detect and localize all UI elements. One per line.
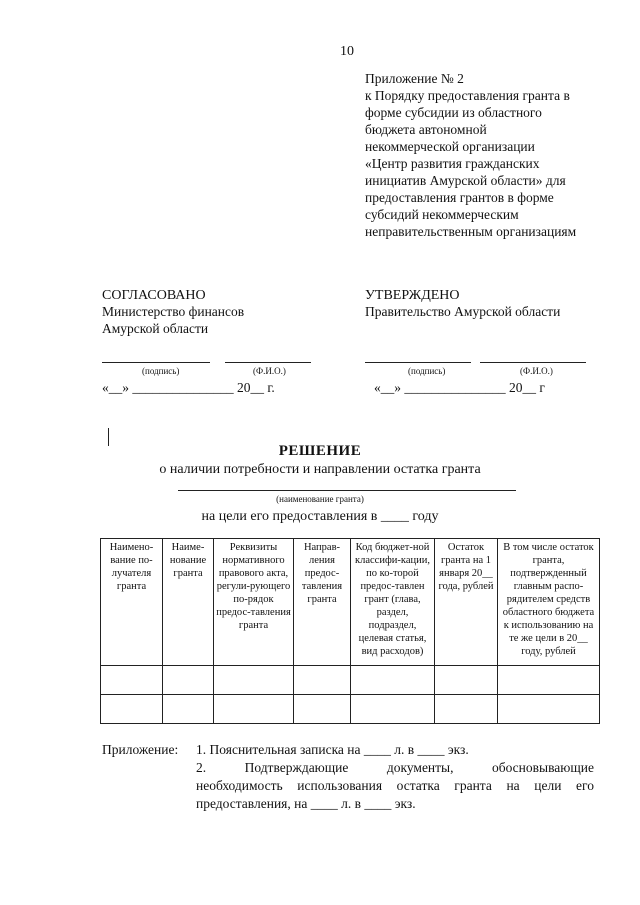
- decision-subtitle: о наличии потребности и направлении остатка гранта: [159, 462, 481, 477]
- table-header-cell: Остаток гранта на 1 января 20__ года, рублей: [435, 539, 498, 666]
- appendix-line: Приложение № 2: [365, 71, 464, 86]
- table-header-cell: Реквизиты нормативного правового акта, регули-рующего по-рядок предос-тавления гранта: [214, 539, 294, 666]
- appendix-line: бюджета автономной: [365, 122, 487, 137]
- agreed-signature-line: [102, 362, 210, 363]
- attachment-item-2-line-3: предоставления, на ____ л. в ____ экз.: [196, 796, 416, 811]
- table-cell: [351, 666, 435, 695]
- agreed-name-line: [225, 362, 311, 363]
- appendix-line: неправительственным организациям: [365, 224, 577, 239]
- table-cell: [498, 666, 600, 695]
- approved-date-line: «__» _______________ 20__ г: [374, 380, 545, 395]
- table-cell: [351, 695, 435, 724]
- approved-name-line: [480, 362, 586, 363]
- table-row: [101, 666, 600, 695]
- table-cell: [294, 666, 351, 695]
- appendix-line: «Центр развития гражданских: [365, 156, 540, 171]
- grant-name-line: [178, 490, 516, 491]
- appendix-line: форме субсидии из областного: [365, 105, 542, 120]
- attachment-item-1: 1. Пояснительная записка на ____ л. в ____ экз.: [196, 742, 469, 757]
- table-cell: [163, 695, 214, 724]
- appendix-line: некоммерческой организации: [365, 139, 535, 154]
- approved-name-caption: (Ф.И.О.): [520, 366, 553, 376]
- attachment-item-2-line-2: необходимость использования остатка гранта на цели его: [196, 778, 594, 793]
- table-cell: [214, 695, 294, 724]
- table-header-cell: Наимено-вание по-лучателя гранта: [101, 539, 163, 666]
- table-cell: [435, 695, 498, 724]
- approved-signature-caption: (подпись): [408, 366, 446, 376]
- purpose-line: на цели его предоставления в ____ году: [201, 509, 439, 524]
- appendix-line: инициатив Амурской области» для: [365, 173, 566, 188]
- appendix-line: субсидий некоммерческим: [365, 207, 519, 222]
- table-cell: [214, 666, 294, 695]
- approved-org-line1: Правительство Амурской области: [365, 304, 561, 319]
- attachment-word: Подтверждающие: [244, 760, 349, 775]
- agreed-signature-caption: (подпись): [142, 366, 180, 376]
- table-header-cell: Наиме-нование гранта: [163, 539, 214, 666]
- table-header-cell: В том числе остаток гранта, подтвержденный главным распо-рядителем средств областного бюджета к использованию на те же цели в 20__ году, рублей: [498, 539, 600, 666]
- table-cell: [101, 695, 163, 724]
- agreed-title: СОГЛАСОВАНО: [102, 288, 206, 303]
- table-header-cell: Направ-ления предос-тавления гранта: [294, 539, 351, 666]
- attachment-word: 2.: [196, 760, 207, 775]
- approved-title: УТВЕРЖДЕНО: [365, 288, 460, 303]
- attachment-word: документы,: [386, 760, 454, 775]
- grant-table: [100, 538, 600, 724]
- appendix-header: [365, 70, 605, 240]
- table-cell: [498, 695, 600, 724]
- grant-name-caption: (наименование гранта): [276, 494, 364, 504]
- agreed-name-caption: (Ф.И.О.): [253, 366, 286, 376]
- table-cell: [101, 666, 163, 695]
- agreed-org-line1: Министерство финансов: [102, 304, 245, 319]
- appendix-line: предоставления грантов в форме: [365, 190, 554, 205]
- table-cell: [294, 695, 351, 724]
- attachment-item-2-line-1: [196, 760, 594, 776]
- page-number: 10: [340, 44, 354, 59]
- table-cell: [163, 666, 214, 695]
- agreed-org-line2: Амурской области: [102, 321, 209, 336]
- attachments-label: Приложение:: [102, 742, 179, 757]
- decision-title: РЕШЕНИЕ: [278, 443, 362, 459]
- appendix-line: к Порядку предоставления гранта в: [365, 88, 570, 103]
- approved-signature-line: [365, 362, 471, 363]
- table-header-row: [101, 539, 600, 666]
- table-row: [101, 695, 600, 724]
- table-header-cell: Код бюджет-ной классифи-кации, по ко-торой предос-тавлен грант (глава, раздел, подраздел, целевая статья, вид расходов): [351, 539, 435, 666]
- attachment-word: обосновывающие: [491, 760, 594, 775]
- table-cell: [435, 666, 498, 695]
- agreed-date-line: «__» _______________ 20__ г.: [102, 380, 275, 395]
